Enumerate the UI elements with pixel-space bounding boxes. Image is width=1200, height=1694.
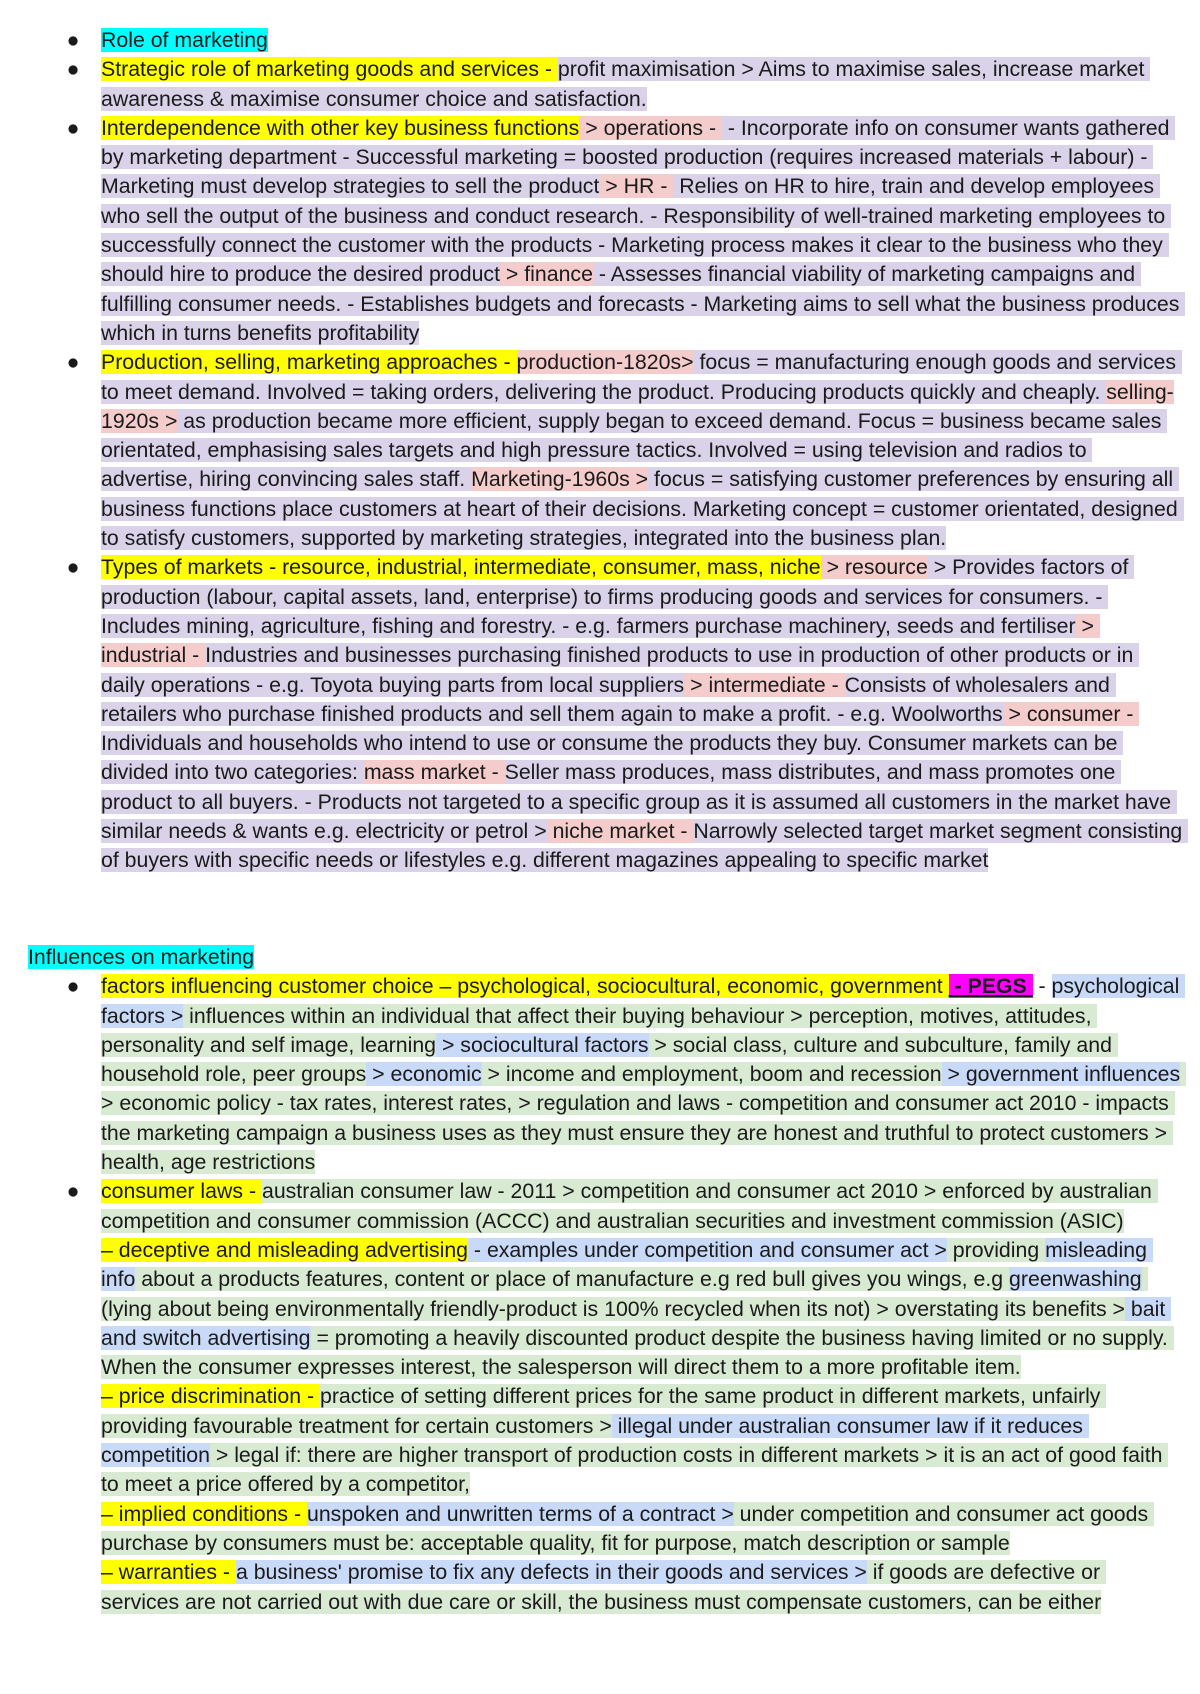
paragraph-text <box>101 1502 1154 1555</box>
sub-paragraph <box>101 1558 1183 1617</box>
text-segment: – deceptive and misleading advertising <box>101 1237 469 1262</box>
text-segment: = promoting a heavily discounted product despite the business having limited or no supply. When the consumer expresses interest, the salesperson will direct them to a more profitable item. <box>101 1325 1174 1380</box>
text-segment: mass market - <box>363 760 505 785</box>
bullet-icon: ● <box>66 115 80 140</box>
text-segment: – price discrimination - <box>101 1384 320 1409</box>
section-influences <box>0 943 1200 1617</box>
text-segment: providing <box>946 1237 1046 1262</box>
text-segment: Consists of wholesalers and retailers who purchase finished products and sell them again to make a profit. - e.g. Woolworths <box>101 672 1116 726</box>
bullet-item <box>66 26 1183 55</box>
paragraph-text <box>101 1384 1168 1496</box>
bullet-item <box>66 972 1187 1177</box>
text-segment: focus = manufacturing enough goods and services to meet demand. Involved = taking orders, delivering the product. Producing products quickly and cheaply. <box>101 350 1182 404</box>
text-segment: (lying about being environmentally friendly-product is 100% recycled when its not) > overstating its benefits > <box>101 1267 1148 1321</box>
text-segment: bait and switch advertising <box>101 1296 1172 1350</box>
text-segment: factors influencing customer choice – psychological, sociocultural, economic, government <box>101 974 949 999</box>
text-segment: niche market - <box>546 819 694 844</box>
bullet-icon: ● <box>66 974 80 999</box>
text-segment: – implied conditions - <box>101 1501 307 1526</box>
text-segment: Seller mass produces, mass distributes, and mass promotes one product to all buyers. - Products not targeted to a specific group as it is assumed all customers in the market have similar needs & wants e.g. electricity or petrol > <box>101 760 1178 844</box>
text-segment: - examples under competition and consumer act > <box>468 1237 947 1262</box>
bullet-icon: ● <box>66 350 80 375</box>
item-text <box>101 28 268 52</box>
item-text <box>101 57 1150 110</box>
text-segment: consumer laws - <box>101 1179 262 1204</box>
sub-paragraph <box>101 1500 1183 1559</box>
text-segment: - Incorporate info on consumer wants gathered by marketing department - Successful marketing = boosted production (requires increased materials + labour) - Marketing must develop strategies to sell the product <box>101 115 1176 199</box>
text-segment: > Provides factors of production (labour, capital assets, land, enterprise) to firms producing goods and services for consumers. - Includes mining, agriculture, fishing and forestry. - e.g. farmers purchase machinery, seeds and fertiliser <box>101 555 1135 638</box>
bullet-item <box>66 55 1183 114</box>
text-segment: under competition and consumer act goods purchase by consumers must be: acceptable quality, fit for purpose, match description or sample <box>101 1501 1155 1555</box>
paragraph-text <box>101 1560 1106 1613</box>
bullet-icon: ● <box>66 28 80 52</box>
text-segment: Production, selling, marketing approaches - <box>101 350 517 375</box>
text-segment: > intermediate - <box>684 672 845 697</box>
bullet-item <box>66 1177 1183 1236</box>
item-text <box>101 974 1186 1174</box>
text-segment: selling-1920s > <box>101 379 1174 433</box>
text-segment: Strategic role of marketing goods and services - <box>101 57 558 82</box>
text-segment: Relies on HR to hire, train and develop employees who sell the output of the business and conduct research. - Responsibility of well-trained marketing employees to successfully connect the customer with the products - Marketing process makes it clear to the business who they should hire to produce the desired product <box>101 174 1172 287</box>
sub-paragraph <box>101 1236 1183 1382</box>
text-segment: - <box>1032 974 1052 999</box>
text-segment: greenwashing <box>1009 1267 1142 1292</box>
text-segment: > industrial - <box>101 613 1100 668</box>
heading-text: Influences on marketing <box>28 945 255 969</box>
text-segment: Types of markets - resource, industrial, intermediate, consumer, mass, niche <box>101 555 821 580</box>
text-segment: > consumer - <box>1002 701 1140 726</box>
bullet-icon: ● <box>66 555 80 580</box>
paragraph-text <box>101 1238 1174 1379</box>
text-segment: > income and employment, boom and recession <box>481 1062 942 1087</box>
bullet-item <box>66 114 1186 348</box>
text-segment: illegal under australian consumer law if it reduces competition <box>101 1413 1089 1468</box>
text-segment: > HR - <box>599 174 674 199</box>
bullet-icon: ● <box>66 57 80 82</box>
text-segment: – warranties - <box>101 1560 236 1585</box>
item-text <box>101 116 1185 345</box>
text-segment: > finance <box>499 262 593 287</box>
text-segment: Individuals and households who intend to use or consume the products they buy. Consumer markets can be divided into two categories: <box>101 731 1124 785</box>
text-segment: > sociocultural factors <box>436 1032 649 1057</box>
text-segment: about a products features, content or place of manufacture e.g red bull gives you wings, e.g <box>135 1267 1010 1292</box>
text-segment: psychological factors > <box>101 974 1186 1028</box>
sub-paragraph <box>101 1382 1183 1499</box>
text-segment: - Assesses financial viability of marketing campaigns and fulfilling consumer needs. - Establishes budgets and forecasts - Marketing aims to sell what the business produces which in turns benefits profitability <box>101 262 1186 345</box>
text-segment: Narrowly selected target market segment consisting of buyers with specific needs or lifestyles e.g. different magazines appealing to specific market <box>101 819 1189 873</box>
text-segment: > economic <box>366 1062 482 1087</box>
text-segment: focus = satisfying customer preferences by ensuring all business functions place customers at heart of their decisions. Marketing concept = customer orientated, designed to satisfy customers, supported by marketing strategies, integrated into the business plan. <box>101 467 1184 551</box>
text-segment: Marketing-1960s > <box>471 467 649 492</box>
text-segment: > legal if: there are higher transport of production costs in different markets > it is an act of good faith to meet a price offered by a competitor, <box>101 1443 1169 1497</box>
text-segment: Role of marketing <box>101 28 268 52</box>
text-segment: a business' promise to fix any defects in their goods and services > <box>235 1560 867 1585</box>
text-segment: influences within an individual that affect their buying behaviour > perception, motives, attitudes, personality and self image, learning <box>101 1003 1098 1057</box>
text-segment: australian consumer law - 2011 > competition and consumer act 2010 > enforced by australian competition and consumer commission (ACCC) and australian securities and investment commission (ASIC) <box>101 1179 1158 1233</box>
text-segment: - PEGS <box>948 974 1033 999</box>
text-segment: > economic policy - tax rates, interest rates, > regulation and laws - competition and consumer act 2010 - impacts the marketing campaign a business uses as they must ensure they are honest and truthful to protect customers > health, age restrictions <box>101 1062 1187 1175</box>
bullet-item <box>66 348 1184 553</box>
text-segment: as production became more efficient, supply began to exceed demand. Focus = business became sales orientated, emphasising sales targets and high pressure tactics. Involved = using television and radios to advertise, hiring convincing sales staff. <box>101 408 1168 492</box>
section-heading <box>28 943 1200 972</box>
text-segment: profit maximisation > Aims to maximise sales, increase market awareness & maximise consumer choice and satisfaction. <box>101 57 1151 111</box>
text-segment: practice of setting different prices for the same product in different markets, unfairly providing favourable treatment for certain customers > <box>101 1384 1107 1438</box>
text-segment: if goods are defective or services are not carried out with due care or skill, the business must compensate customers, can be either <box>101 1560 1106 1614</box>
text-segment: > social class, culture and subculture, family and household role, peer groups <box>101 1032 1118 1087</box>
item-text <box>101 350 1184 550</box>
item-text <box>101 555 1188 872</box>
bullet-icon: ● <box>66 1179 80 1204</box>
text-segment: > government influences <box>941 1062 1181 1087</box>
item-text <box>101 1179 1158 1232</box>
text-segment: > operations - <box>579 115 722 140</box>
text-segment: Interdependence with other key business functions <box>101 115 580 140</box>
text-segment: Industries and businesses purchasing finished products to use in production of other products or in daily operations - e.g. Toyota buying parts from local suppliers <box>101 643 1140 697</box>
text-segment: > resource <box>820 555 928 580</box>
section-marketing-role <box>0 26 1200 876</box>
text-segment: unspoken and unwritten terms of a contract > <box>306 1501 734 1526</box>
text-segment: misleading info <box>101 1237 1153 1292</box>
bullet-item <box>66 553 1189 875</box>
text-segment: production-1820s> <box>516 350 694 375</box>
